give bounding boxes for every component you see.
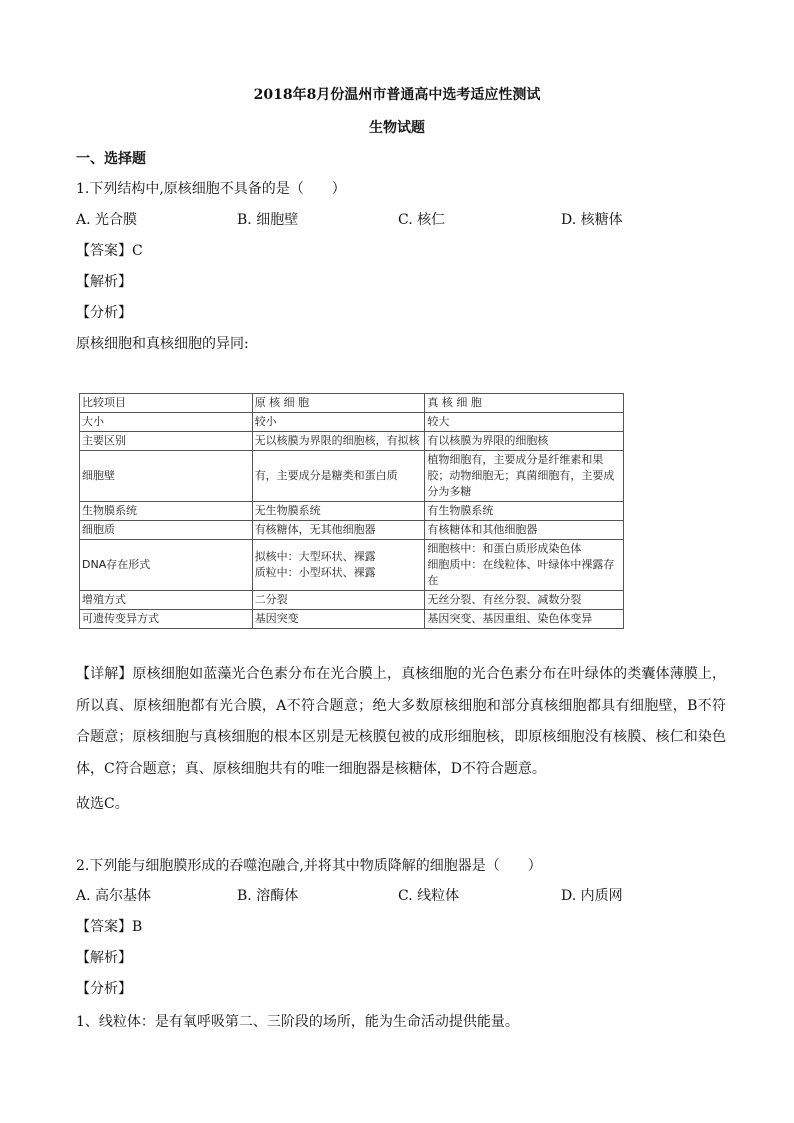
table-row xyxy=(80,451,624,502)
table-cell: 植物细胞有，主要成分是纤维素和果胶；动物细胞无；真菌细胞有，主要成分为多糖 xyxy=(425,451,624,502)
table-cell: 基因突变、基因重组、染色体变异 xyxy=(425,610,624,629)
table-cell: 主要区别 xyxy=(80,432,253,451)
q1-option-a: A. 光合膜 xyxy=(76,212,138,228)
q1-answer: 【答案】C xyxy=(76,243,143,259)
table-cell: 较小 xyxy=(252,413,425,432)
table-cell: 细胞壁 xyxy=(80,451,253,502)
table-cell: 较大 xyxy=(425,413,624,432)
q1-table-intro: 原核细胞和真核细胞的异同: xyxy=(76,336,249,352)
table-row xyxy=(80,540,624,591)
table-header-row xyxy=(80,394,624,413)
q1-analysis-label: 【解析】 xyxy=(76,274,132,290)
q2-point-1: 1、线粒体：是有氧呼吸第二、三阶段的场所，能为生命活动提供能量。 xyxy=(76,1014,519,1030)
table-cell: 有，主要成分是糖类和蛋白质 xyxy=(252,451,425,502)
q1-option-d: D. 核糖体 xyxy=(561,212,623,228)
q2-option-d: D. 内质网 xyxy=(561,888,623,904)
table-cell: 二分裂 xyxy=(252,591,425,610)
q2-option-c: C. 线粒体 xyxy=(398,888,460,904)
q2-fenxi-label: 【分析】 xyxy=(76,981,132,997)
q2-analysis-label: 【解析】 xyxy=(76,950,132,966)
table-row xyxy=(80,591,624,610)
table-cell: 无生物膜系统 xyxy=(252,502,425,521)
table-cell: 有以核膜为界限的细胞核 xyxy=(425,432,624,451)
table-header-cell: 原 核 细 胞 xyxy=(252,394,425,413)
table-cell: 可遗传变异方式 xyxy=(80,610,253,629)
document-title: 2018年8月份温州市普通高中选考适应性测试 xyxy=(253,87,541,103)
document-subtitle: 生物试题 xyxy=(369,120,425,136)
table-cell: 拟核中：大型环状、裸露 质粒中：小型环状、裸露 xyxy=(252,540,425,591)
q1-detail-label: 【详解】 xyxy=(76,666,133,682)
table-header-cell: 真 核 细 胞 xyxy=(425,394,624,413)
table-cell: 生物膜系统 xyxy=(80,502,253,521)
section-heading: 一、选择题 xyxy=(76,151,146,167)
q1-conclusion: 故选C。 xyxy=(76,796,129,812)
table-cell: 有核糖体，无其他细胞器 xyxy=(252,521,425,540)
q2-answer: 【答案】B xyxy=(76,919,143,935)
q1-fenxi-label: 【分析】 xyxy=(76,305,132,321)
table-row xyxy=(80,413,624,432)
q1-detail-paragraph xyxy=(76,659,726,785)
table-cell: 细胞质 xyxy=(80,521,253,540)
table-cell: 无以核膜为界限的细胞核，有拟核 xyxy=(252,432,425,451)
table-header-cell: 比较项目 xyxy=(80,394,253,413)
table-cell: 细胞核中：和蛋白质形成染色体 细胞质中：在线粒体、叶绿体中裸露存在 xyxy=(425,540,624,591)
table-cell: 增殖方式 xyxy=(80,591,253,610)
q1-option-c: C. 核仁 xyxy=(398,212,446,228)
q2-stem: 2.下列能与细胞膜形成的吞噬泡融合,并将其中物质降解的细胞器是（ ） xyxy=(76,858,542,874)
q1-detail-text: 原核细胞如蓝藻光合色素分布在光合膜上，真核细胞的光合色素分布在叶绿体的类囊体薄膜上，所以真、原核细胞都有光合膜，A不符合题意；绝大多数原核细胞和部分真核细胞都具有细胞壁，B不符合题意；原核细胞与真核细胞的根本区别是无核膜包被的成形细胞核，即原核细胞没有核膜、核仁和染色体，C符合题意；真、原核细胞共有的唯一细胞器是核糖体，D不符合题意。 xyxy=(76,666,727,777)
table-cell: 基因突变 xyxy=(252,610,425,629)
table-cell: 无丝分裂、有丝分裂、减数分裂 xyxy=(425,591,624,610)
table-cell: DNA存在形式 xyxy=(80,540,253,591)
table-cell: 有生物膜系统 xyxy=(425,502,624,521)
table-cell: 大小 xyxy=(80,413,253,432)
table-row xyxy=(80,610,624,629)
table-row xyxy=(80,521,624,540)
q2-option-a: A. 高尔基体 xyxy=(76,888,152,904)
q1-option-b: B. 细胞壁 xyxy=(237,212,299,228)
comparison-table xyxy=(79,393,624,629)
table-row xyxy=(80,502,624,521)
q2-option-b: B. 溶酶体 xyxy=(237,888,299,904)
table-row xyxy=(80,432,624,451)
q1-stem: 1.下列结构中,原核细胞不具备的是（ ） xyxy=(76,181,346,197)
table-cell: 有核糖体和其他细胞器 xyxy=(425,521,624,540)
